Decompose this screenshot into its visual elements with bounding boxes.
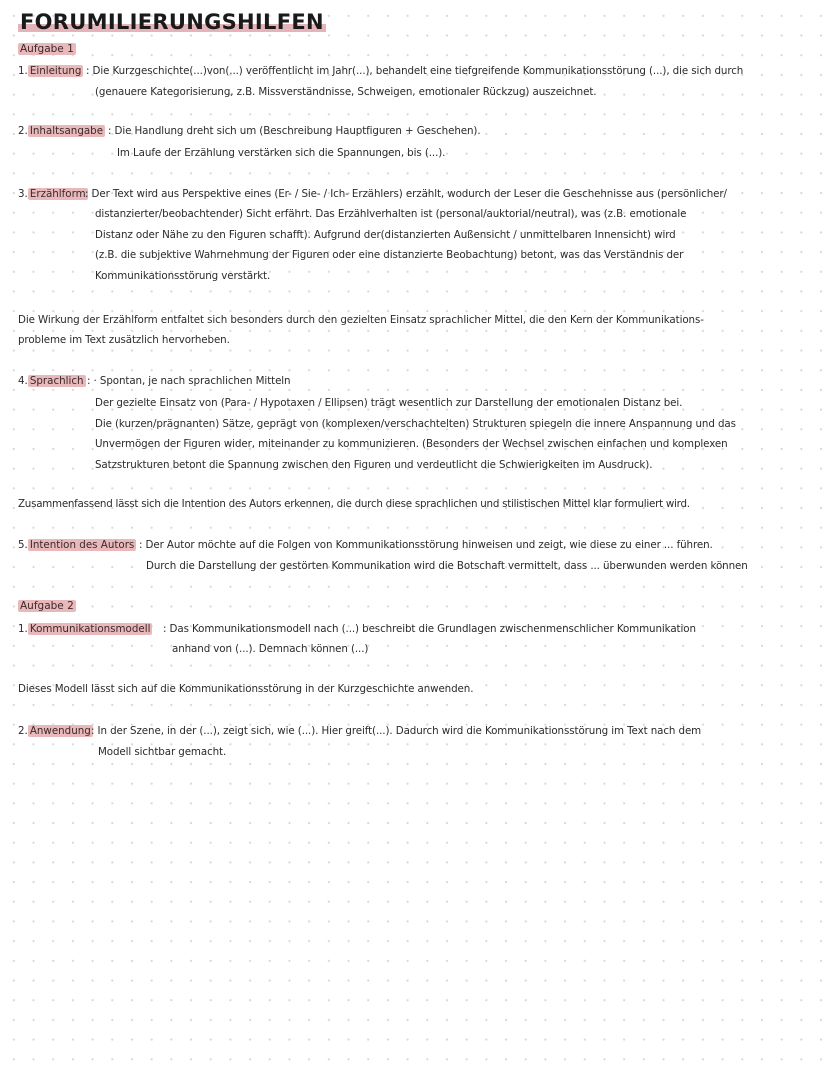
inhaltsangabe-line-2: Im Laufe der Erzählung verstärken sich die Spannungen, bis (...).	[117, 147, 446, 159]
inhaltsangabe-line-1: : Die Handlung dreht sich um (Beschreibung Hauptfiguren + Geschehen).	[108, 125, 481, 137]
sprachlich-line-2: Der gezielte Einsatz von (Para- / Hypotaxen / Ellipsen) trägt wesentlich zur Darstellung der emotionalen Distanz bei.	[95, 397, 683, 409]
anwendung-label: 2. Anwendung	[18, 725, 91, 737]
erzaehlform-line-1: : Der Text wird aus Perspektive eines (Er- / Sie- / Ich- Erzählers) erzählt, wodurch der Leser die Geschehnisse aus (persönlicher/	[85, 188, 727, 200]
page-title: FORUMILIERUNGSHILFEN	[20, 10, 324, 34]
erzaehlform-line-2: distanzierter/beobachtender) Sicht erfährt. Das Erzählverhalten ist (personal/auktorial/neutral), was (z.B. emotionale	[95, 208, 687, 220]
bridge-erzaehlform-line-1: Die Wirkung der Erzählform entfaltet sich besonders durch den gezielten Einsatz sprachlicher Mittel, die den Kern der Kommunikations-	[18, 314, 704, 326]
bridge-erzaehlform-line-2: probleme im Text zusätzlich hervorheben.	[18, 334, 230, 346]
kommunikationsmodell-label: 1. Kommunikationsmodell	[18, 623, 151, 635]
einleitung-label: 1. Einleitung	[18, 65, 82, 77]
aufgabe2-heading: Aufgabe 2	[20, 600, 74, 612]
bridge-modell: Dieses Modell lässt sich auf die Kommunikationsstörung in der Kurzgeschichte anwenden.	[18, 683, 474, 695]
erzaehlform-line-5: Kommunikationsstörung verstärkt.	[95, 270, 271, 282]
intention-line-2: Durch die Darstellung der gestörten Kommunikation wird die Botschaft vermittelt, dass ... überwunden werden können	[146, 560, 748, 572]
intention-label: 5. Intention des Autors	[18, 539, 135, 551]
inhaltsangabe-label: 2. Inhaltsangabe	[18, 125, 104, 137]
intention-line-1: : Der Autor möchte auf die Folgen von Kommunikationsstörung hinweisen und zeigt, wie diese zu einer ... führen.	[139, 539, 713, 551]
aufgabe1-heading: Aufgabe 1	[20, 43, 74, 55]
bridge-sprachlich: Zusammenfassend lässt sich die Intention des Autors erkennen, die durch diese sprachlichen und stilistischen Mittel klar formuliert wird.	[18, 498, 690, 510]
einleitung-line-2: (genauere Kategorisierung, z.B. Missverständnisse, Schweigen, emotionaler Rückzug) auszeichnet.	[95, 86, 597, 98]
erzaehlform-line-3: Distanz oder Nähe zu den Figuren schafft). Aufgrund der(distanzierten Außensicht / unmittelbaren Innensicht) wird	[95, 229, 676, 241]
anwendung-line-2: Modell sichtbar gemacht.	[98, 746, 227, 758]
anwendung-line-1: : In der Szene, in der (...), zeigt sich, wie (...). Hier greift(...). Dadurch wird die Kommunikationsstörung im Text nach dem	[91, 725, 702, 737]
sprachlich-line-3: Die (kurzen/prägnanten) Sätze, geprägt von (komplexen/verschachtelten) Strukturen spiegeln die innere Anspannung und das	[95, 418, 736, 430]
kommunikationsmodell-line-1: : Das Kommunikationsmodell nach (...) beschreibt die Grundlagen zwischenmenschlicher Kommunikation	[163, 623, 696, 635]
sprachlich-line-1: : · Spontan, je nach sprachlichen Mitteln	[87, 375, 291, 387]
erzaehlform-label: 3. Erzählform	[18, 188, 86, 200]
sprachlich-line-4: Unvermögen der Figuren wider, miteinander zu kommunizieren. (Besonders der Wechsel zwischen einfachen und komplexen	[95, 438, 728, 450]
erzaehlform-line-4: (z.B. die subjektive Wahrnehmung der Figuren oder eine distanzierte Beobachtung) betont, was das Verständnis der	[95, 249, 684, 261]
kommunikationsmodell-line-2: anhand von (...). Demnach können (...)	[172, 643, 369, 655]
einleitung-line-1: : Die Kurzgeschichte(...)von(...) veröffentlicht im Jahr(...), behandelt eine tiefgreifende Kommunikationsstörung (...), die sich durch	[86, 65, 744, 77]
sprachlich-line-5: Satzstrukturen betont die Spannung zwischen den Figuren und verdeutlicht die Schwierigkeiten im Ausdruck).	[95, 459, 653, 471]
sprachlich-label: 4. Sprachlich	[18, 375, 84, 387]
